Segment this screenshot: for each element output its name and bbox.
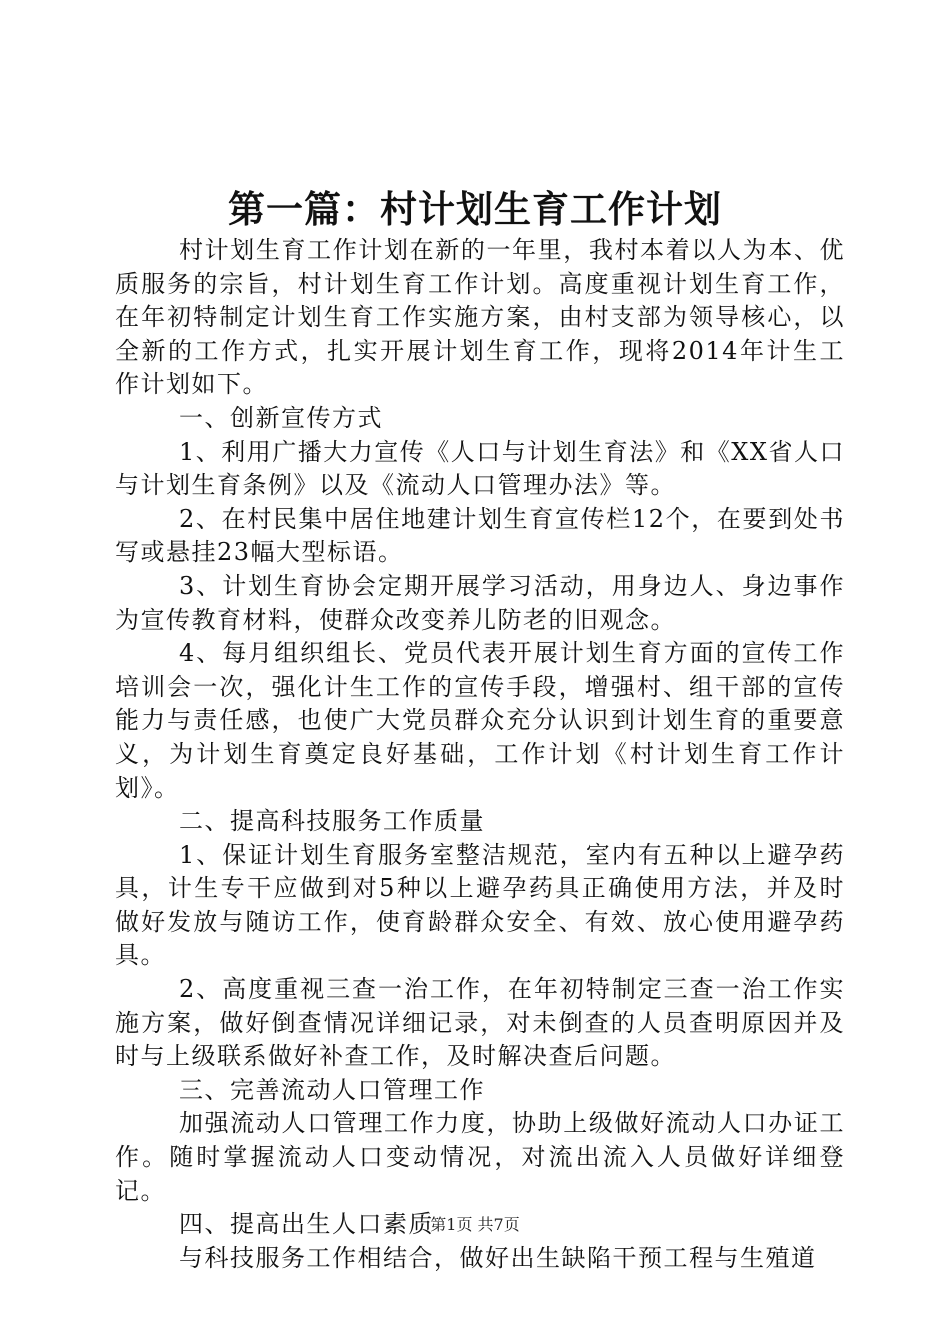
section-heading-1: 一、创新宣传方式 [179,403,383,432]
section-1-item-2: 2、在村民集中居住地建计划生育宣传栏12个，在要到处书写或悬挂23幅大型标语。 [115,504,845,567]
section-1-item-3: 3、计划生育协会定期开展学习活动，用身边人、身边事作为宣传教育材料，使群众改变养儿防老的旧观念。 [115,571,845,634]
section-heading-2: 二、提高科技服务工作质量 [179,807,485,836]
section-heading-4: 四、提高出生人口素质 [179,1210,434,1239]
section-4-paragraph: 与科技服务工作相结合，做好出生缺陷干预工程与生殖道 [179,1243,817,1272]
section-2-item-2: 2、高度重视三查一治工作，在年初特制定三查一治工作实施方案，做好倒查情况详细记录，对未倒查的人员查明原因并及时与上级联系做好补查工作，及时解决查后问题。 [115,975,845,1071]
page-number: 第1页 共7页 [430,1215,520,1234]
section-3-paragraph: 加强流动人口管理工作力度，协助上级做好流动人口办证工作。随时掌握流动人口变动情况，对流出流入人员做好详细登记。 [115,1109,845,1205]
document-body [115,234,845,1275]
intro-paragraph: 村计划生育工作计划在新的一年里，我村本着以人为本、优质服务的宗旨，村计划生育工作计划。高度重视计划生育工作，在年初特制定计划生育工作实施方案，由村支部为领导核心，以全新的工作方式，扎实开展计划生育工作，现将2014年计生工作计划如下。 [115,236,845,399]
section-2-item-1: 1、保证计划生育服务室整洁规范，室内有五种以上避孕药具，计生专干应做到对5种以上避孕药具正确使用方法，并及时做好发放与随访工作，使育龄群众安全、有效、放心使用避孕药具。 [115,840,845,970]
section-1-item-1: 1、利用广播大力宣传《人口与计划生育法》和《XX省人口与计划生育条例》以及《流动人口管理办法》等。 [115,437,845,500]
document-title: 第一篇：村计划生育工作计划 [228,187,722,231]
section-1-item-4: 4、每月组织组长、党员代表开展计划生育方面的宣传工作培训会一次，强化计生工作的宣传手段，增强村、组干部的宣传能力与责任感，也使广大党员群众充分认识到计划生育的重要意义，为计划生育奠定良好基础，工作计划《村计划生育工作计划》。 [115,639,845,802]
section-heading-3: 三、完善流动人口管理工作 [179,1075,485,1104]
